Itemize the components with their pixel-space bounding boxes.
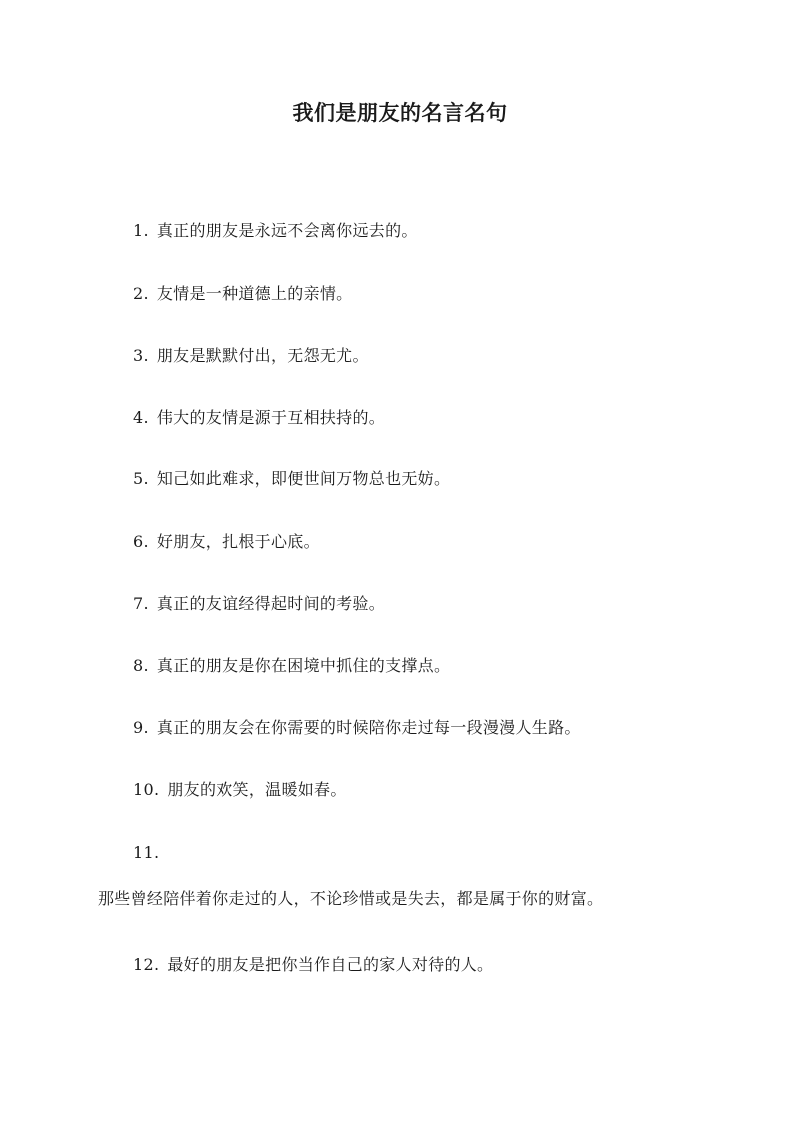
item-number: 10. xyxy=(133,780,160,799)
list-item-11-text: 那些曾经陪伴着你走过的人，不论珍惜或是失去，都是属于你的财富。 xyxy=(98,889,604,908)
item-number: 6. xyxy=(133,532,149,551)
item-number: 11. xyxy=(133,843,160,862)
item-text: 知己如此难求，即便世间万物总也无妨。 xyxy=(156,469,451,488)
item-number: 5. xyxy=(133,469,149,488)
item-number: 9. xyxy=(133,718,149,737)
item-number: 4. xyxy=(133,408,149,427)
item-number: 3. xyxy=(133,346,149,365)
list-item-9 xyxy=(133,717,581,739)
item-number: 8. xyxy=(133,656,149,675)
item-number: 2. xyxy=(133,284,149,303)
item-number: 12. xyxy=(133,955,160,974)
document-title: 我们是朋友的名言名句 xyxy=(292,100,508,125)
item-text: 友情是一种道德上的亲情。 xyxy=(156,284,353,303)
list-item-2 xyxy=(133,283,352,305)
item-text: 真正的朋友是永远不会离你远去的。 xyxy=(156,221,418,240)
list-item-1 xyxy=(133,220,418,242)
list-item-8 xyxy=(133,655,450,677)
item-text: 最好的朋友是把你当作自己的家人对待的人。 xyxy=(167,955,494,974)
list-item-6 xyxy=(133,531,320,553)
list-item-5 xyxy=(133,468,450,490)
item-text: 朋友是默默付出，无怨无尤。 xyxy=(156,346,369,365)
list-item-7 xyxy=(133,593,385,615)
list-item-12 xyxy=(133,954,493,976)
item-number: 7. xyxy=(133,594,149,613)
item-number: 1. xyxy=(133,221,149,240)
list-item-10 xyxy=(133,779,347,801)
item-text: 真正的友谊经得起时间的考验。 xyxy=(156,594,386,613)
item-text: 伟大的友情是源于互相扶持的。 xyxy=(156,408,386,427)
list-item-4 xyxy=(133,407,385,429)
list-item-11 xyxy=(133,842,167,864)
item-text: 真正的朋友是你在困境中抓住的支撑点。 xyxy=(156,656,451,675)
item-text: 真正的朋友会在你需要的时候陪你走过每一段漫漫人生路。 xyxy=(156,718,581,737)
item-text: 朋友的欢笑，温暖如春。 xyxy=(167,780,347,799)
list-item-3 xyxy=(133,345,369,367)
item-text: 好朋友，扎根于心底。 xyxy=(156,532,320,551)
